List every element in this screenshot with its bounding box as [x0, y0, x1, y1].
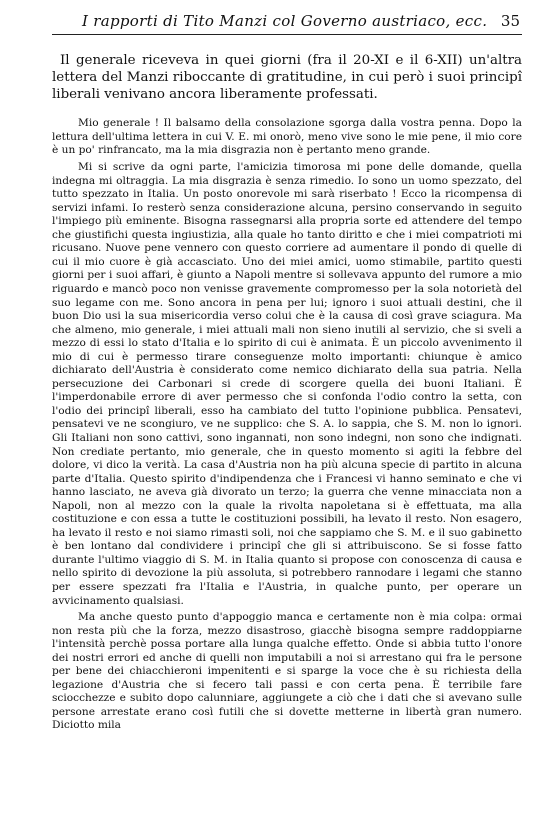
letter-paragraph: Mi si scrive da ogni parte, l'amicizia timorosa mi pone delle domande, quella indegna mi oltraggia. La mia disgrazia è senza rimedio. Io sono un uomo spezzato, del tutto spezzato in Italia. Un posto onorevole mi sarà riserbato ! Ecco la ricompensa di servizi infami. Io resterò senza considerazione alcuna, persino conservando in seguito l'impiego più eminente. Bisogna rassegnarsi alla propria sorte ed attendere del tempo che giustifichi questa ingiustizia, alla quale ho tanto diritto e che i miei compatrioti mi ricusano. Nuove pene vennero con questo corriere ad aumentare il pondo di quelle di cui il mio cuore è già accasciato. Uno dei miei amici, uomo stimabile, partito questi giorni per i suoi affari, è giunto a Napoli mentre si sollevava appunto del rumore a mio riguardo e mancò poco non venisse gravemente compromesso per la sola notorietà del suo legame con me. Sono ancora in pena per lui; ignoro i suoi attuali destini, che il buon Dio usi la sua misericordia verso colui che è la causa di così grave sciagura. Ma che almeno, mio generale, i miei attuali mali non sieno inutili al servizio, che si sveli a mezzo di essi lo stato d'Italia e lo spirito di cui è animata. È un piccolo avvenimento il mio di cui è permesso tirare conseguenze molto importanti: chiunque è amico dichiarato dell'Austria è considerato come nemico dichiarato della sua patria. Nella persecuzione dei Carbonari si crede di scorgere quella dei buoni Italiani. È l'imperdonabile errore di aver permesso che si confonda l'odio contro la setta, con l'odio dei principî liberali, esso ha cambiato del tutto l'opinione pubblica. Pensatevi, pensatevi ve ne scongiuro, ve ne supplico: che S. A. lo sappia, che S. M. non lo ignori. Gli Italiani non sono cattivi, sono ingannati, non sono indegni, non sono che indignati. Non crediate pertanto, mio generale, che in questo momento si agiti la febbre del dolore, vi dico la verità. La casa d'Austria non ha più alcuna specie di partito in alcuna parte d'Italia. Questo spirito d'indipendenza che i Francesi vi hanno seminato e che vi hanno lasciato, ne aveva già divorato un terzo; la guerra che venne minacciata non a Napoli, non al mezzo con la quale la rivolta napoletana si è effettuata, ma alla costituzione e con essa a tutte le costituzioni possibili, ha levato il resto. Non esagero, ha levato il resto e noi siamo rimasti soli, noi che sappiamo che S. M. e il suo gabinetto è ben lontano dal condividere i principî che gli si attribuiscono. Se si fosse fatto durante l'ultimo viaggio di S. M. in Italia quanto si propose con conoscenza di causa e nello spirito di devozione la più assoluta, si potrebbero rannodare i legami che stanno per essere spezzati fra l'Italia e l'Austria, in qualche punto, per operare un avvicinamento qualsiasi.	[52, 161, 522, 607]
intro-paragraph: Il generale riceveva in quei giorni (fra il 20-XI e il 6-XII) un'altra lettera del Manzi riboccante di gratitudine, in cui però i suoi principî liberali venivano ancora liberamente professati.	[52, 53, 522, 102]
running-title: I rapporti di Tito Manzi col Governo austriaco, ecc.	[82, 12, 488, 30]
letter-paragraph: Ma anche questo punto d'appoggio manca e certamente non è mia colpa: ormai non resta più che la forza, mezzo disastroso, giacchè bisogna sempre raddoppiarne l'intensità perchè possa portare alla lunga qualche effetto. Onde si abbia tutto l'onore dei nostri errori ed anche di quelli non imputabili a noi si arrestano qui fra le persone per bene dei chiacchieroni impenitenti e si sparge la voce che è su richiesta della legazione d'Austria che si fecero tali passi e con certa pena. È terribile fare sciocchezze e subito dopo calunniare, aggiungete a ciò che i dati che si avevano sulle persone arrestate erano così futili che si dovette metterne in libertà gran numero. Diciotto mila	[52, 611, 522, 732]
running-header	[52, 0, 522, 35]
letter-paragraph: Mio generale ! Il balsamo della consolazione sgorga dalla vostra penna. Dopo la lettura dell'ultima lettera in cui V. E. mi onorò, meno vive sono le mie pene, il mio core è un po' rinfrancato, ma la mia disgrazia non è pertanto meno grande.	[52, 117, 522, 157]
page-number: 35	[500, 12, 520, 30]
letter-body	[52, 117, 522, 733]
